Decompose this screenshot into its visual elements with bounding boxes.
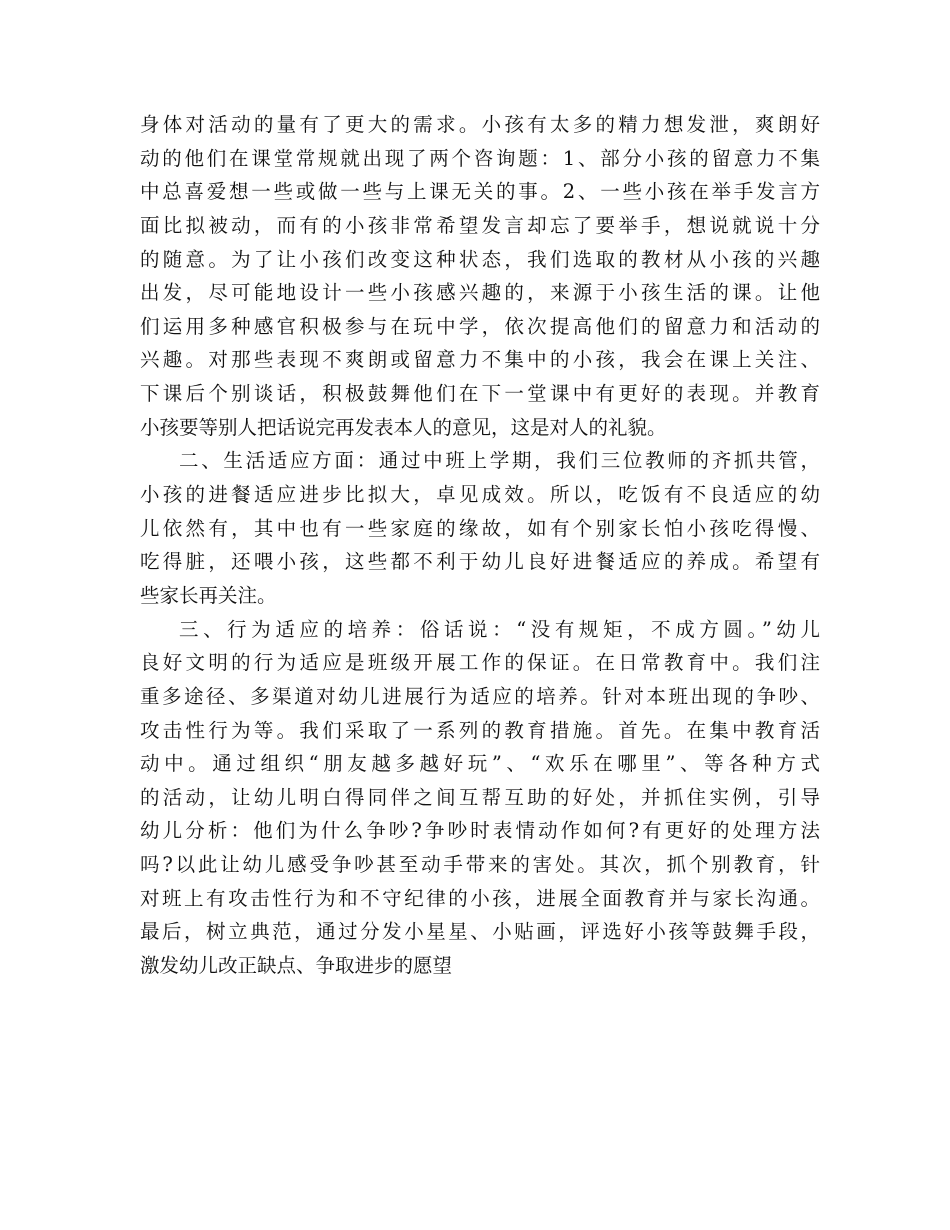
- text-line: 动中。通过组织“朋友越多越好玩”、“欢乐在哪里”、等各种方式: [140, 752, 820, 776]
- document-body: [140, 108, 820, 983]
- text-line: 对班上有攻击性行为和不守纪律的小孩，进展全面教育并与家长沟通。: [140, 886, 820, 910]
- text-line: 兴趣。对那些表现不爽朗或留意力不集中的小孩，我会在课上关注、: [140, 348, 820, 372]
- text-line: 激发幼儿改正缺点、争取进步的愿望: [140, 954, 453, 978]
- paragraph-first-line: 三、行为适应的培养：俗话说：“没有规矩，不成方圆。”幼儿: [179, 617, 820, 641]
- text-line: 中总喜爱想一些或做一些与上课无关的事。2、一些小孩在举手发言方: [140, 180, 820, 204]
- text-line: 攻击性行为等。我们采取了一系列的教育措施。首先。在集中教育活: [140, 718, 820, 742]
- text-line: 些家长再关注。: [140, 583, 277, 607]
- text-line: 出发，尽可能地设计一些小孩感兴趣的，来源于小孩生活的课。让他: [140, 281, 820, 305]
- text-line: 的活动，让幼儿明白得同伴之间互帮互助的好处，并抓住实例，引导: [140, 785, 820, 809]
- text-line: 小孩要等别人把话说完再发表本人的意见，这是对人的礼貌。: [140, 415, 667, 439]
- text-line: 吃得脏，还喂小孩，这些都不利于幼儿良好进餐适应的养成。希望有: [140, 550, 820, 574]
- text-line: 幼儿分析：他们为什么争吵?争吵时表情动作如何?有更好的处理方法: [140, 819, 820, 843]
- text-line: 动的他们在课堂常规就出现了两个咨询题：1、部分小孩的留意力不集: [140, 146, 820, 170]
- text-line: 良好文明的行为适应是班级开展工作的保证。在日常教育中。我们注: [140, 651, 820, 675]
- text-line: 的随意。为了让小孩们改变这种状态，我们选取的教材从小孩的兴趣: [140, 247, 820, 271]
- text-line: 面比拟被动，而有的小孩非常希望发言却忘了要举手，想说就说十分: [140, 213, 820, 237]
- text-line: 下课后个别谈话，积极鼓舞他们在下一堂课中有更好的表现。并教育: [140, 382, 820, 406]
- paragraph-first-line: 二、生活适应方面：通过中班上学期，我们三位教师的齐抓共管，: [179, 449, 820, 473]
- text-line: 最后，树立典范，通过分发小星星、小贴画，评选好小孩等鼓舞手段，: [140, 920, 820, 944]
- text-line: 儿依然有，其中也有一些家庭的缘故，如有个别家长怕小孩吃得慢、: [140, 516, 820, 540]
- text-line: 小孩的进餐适应进步比拟大，卓见成效。所以，吃饭有不良适应的幼: [140, 483, 820, 507]
- text-line: 吗?以此让幼儿感受争吵甚至动手带来的害处。其次，抓个别教育，针: [140, 853, 820, 877]
- text-line: 们运用多种感官积极参与在玩中学，依次提高他们的留意力和活动的: [140, 314, 820, 338]
- text-line: 重多途径、多渠道对幼儿进展行为适应的培养。针对本班出现的争吵、: [140, 684, 820, 708]
- text-line: 身体对活动的量有了更大的需求。小孩有太多的精力想发泄，爽朗好: [140, 113, 820, 136]
